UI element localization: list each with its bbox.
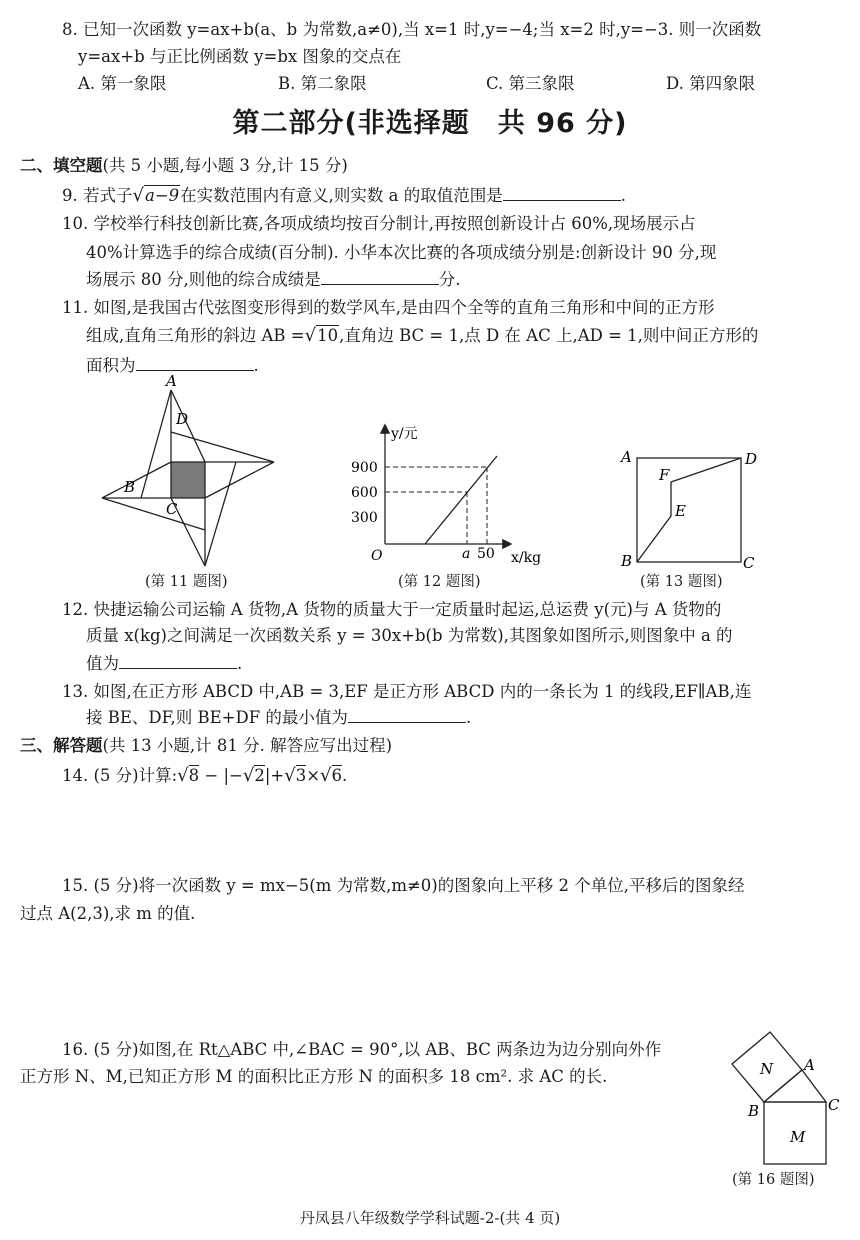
q11-line3-end: . [253,356,259,375]
x-tick-50: 50 [477,546,495,562]
label-f: F [659,466,670,484]
q11-line3-text: 面积为 [86,356,136,375]
q16-line1: 16. (5 分)如图,在 Rt△ABC 中,∠BAC = 90°,以 AB、BC 两条边为边分别向外作 [62,1040,662,1059]
q11-line2-b: ,直角边 BC = 1,点 D 在 AC 上,AD = 1,则中间正方形的 [339,326,759,345]
q12-line1: 12. 快捷运输公司运输 A 货物,A 货物的质量大于一定质量时起运,总运费 y(元)与 A 货物的 [62,600,722,619]
fig12-caption: (第 12 题图) [398,574,481,590]
q13-line2 [86,704,471,732]
q10-line1: 10. 学校举行科技创新比赛,各项成绩均按百分制计,再按照创新设计占 60%,现场展示占 [62,214,696,233]
center-square [171,462,205,498]
label-a: A [804,1056,815,1074]
q14-r2: 2 [254,766,265,785]
q11-sqrt: √10 [304,325,339,346]
label-c: C [743,554,755,572]
label-a: A [166,372,177,390]
label-a: A [621,448,632,466]
blade-left [102,462,171,498]
q10-answer-blank [321,266,439,285]
section2-heading [20,152,348,180]
figure-13-square [615,444,765,574]
origin-label: O [371,548,383,564]
y-tick-900: 900 [351,460,378,476]
hyp-top [141,390,171,498]
q14-times: × [306,766,321,785]
q11-line1: 11. 如图,是我国古代弦图变形得到的数学风车,是由四个全等的直角三角形和中间的正方形 [62,298,715,317]
label-b: B [124,478,136,496]
path-befd [637,458,741,562]
page-footer: 丹凤县八年级数学学科试题-2-(共 4 页) [299,1209,561,1227]
q14-r4: 6 [331,766,343,785]
label-d: D [745,450,758,468]
q11-answer-blank [136,352,254,371]
label-b: B [621,552,633,570]
hyp-bottom [205,462,236,566]
section3-heading [20,732,392,760]
section2-note: (共 5 小题,每小题 3 分,计 15 分) [102,156,348,175]
q11-radicand: 10 [317,326,339,345]
q10-line3 [86,266,460,294]
q9 [62,182,626,210]
q11-line2-a: 组成,直角三角形的斜边 AB = [86,326,305,345]
q13-line2-text: 接 BE、DF,则 BE+DF 的最小值为 [86,708,348,727]
hyp-left [102,498,205,530]
q12-line3-text: 值为 [86,654,119,673]
label-n: N [760,1060,774,1078]
part-title: 第二部分(非选择题 共 96 分) [232,108,628,139]
q13-line1: 13. 如图,在正方形 ABCD 中,AB = 3,EF 是正方形 ABCD 内的一条长为 1 的线段,EF∥AB,连 [62,682,752,701]
section3-note: (共 13 小题,计 81 分. 解答应写出过程) [102,736,393,755]
cost-line [425,456,497,544]
q14: 14. (5 分)计算:√8 − |−√2|+√3×√6. [62,765,348,786]
section3-title: 三、解答题 [20,736,103,755]
section2-title: 二、填空题 [20,156,103,175]
q12-answer-blank [119,650,237,669]
q9-sqrt: √a−9 [132,185,180,206]
hyp-right [171,432,274,462]
q15-line2: 过点 A(2,3),求 m 的值. [20,904,196,923]
q16-line2: 正方形 N、M,已知正方形 M 的面积比正方形 N 的面积多 18 cm². 求 AC 的长. [20,1067,608,1086]
x-axis-label: x/kg [511,550,542,566]
q14-r3: 3 [295,766,307,785]
q15-line1: 15. (5 分)将一次函数 y = mx−5(m 为常数,m≠0)的图象向上平移 2 个单位,平移后的图象经 [62,876,745,895]
q14-r1: 8 [188,766,200,785]
q11-line2 [86,322,758,350]
choice-c: C. 第三象限 [486,74,575,93]
triangle-abc [764,1070,826,1102]
q13-line2-end: . [465,708,472,727]
choice-b: B. 第二象限 [278,74,367,93]
label-c: C [166,500,178,518]
x-tick-a: a [462,546,471,562]
q10-line2: 40%计算选手的综合成绩(百分制). 小华本次比赛的各项成绩分别是:创新设计 90 分,现 [86,243,717,262]
q9-prefix: 9. 若式子 [62,186,133,205]
q8-line2: y=ax+b 与正比例函数 y=bx 图象的交点在 [78,47,402,66]
label-d: D [176,410,189,428]
q9-radicand: a−9 [144,186,180,205]
q9-answer-blank [503,182,621,201]
q14-mid2: |+ [264,766,285,785]
fig11-caption: (第 11 题图) [145,574,228,590]
figure-16-squares [722,1024,850,1174]
q12-line3 [86,650,242,678]
q13-answer-blank [348,704,466,723]
square-abcd [637,458,741,562]
figure-11-windmill [96,372,286,572]
label-m: M [790,1128,806,1146]
y-tick-600: 600 [351,485,378,501]
q8-line1: 8. 已知一次函数 y=ax+b(a、b 为常数,a≠0),当 x=1 时,y=−4;当 x=2 时,y=−3. 则一次函数 [62,20,762,39]
label-c: C [828,1096,840,1114]
q14-prefix: 14. (5 分)计算: [62,766,178,785]
figure-12-graph [345,418,555,574]
y-tick-300: 300 [351,510,378,526]
q14-end: . [342,766,348,785]
q12-line3-end: . [237,654,243,673]
q12-line2: 质量 x(kg)之间满足一次函数关系 y = 30x+b(b 为常数),其图象如图所示,则图象中 a 的 [86,626,733,645]
q8-choices [78,70,838,98]
q10-line3-suffix: 分. [438,270,461,289]
fig13-caption: (第 13 题图) [640,574,723,590]
y-axis-label: y/元 [391,426,418,442]
q10-line3-prefix: 场展示 80 分,则他的综合成绩是 [86,270,321,289]
label-b: B [748,1102,760,1120]
blade-right [205,462,274,498]
choice-a: A. 第一象限 [78,74,167,93]
label-e: E [675,502,686,520]
q9-suffix: 在实数范围内有意义,则实数 a 的取值范围是 [180,186,503,205]
q14-mid1: − |− [199,766,243,785]
choice-d: D. 第四象限 [666,74,756,93]
fig16-caption: (第 16 题图) [732,1172,815,1188]
q9-end: . [620,186,626,205]
